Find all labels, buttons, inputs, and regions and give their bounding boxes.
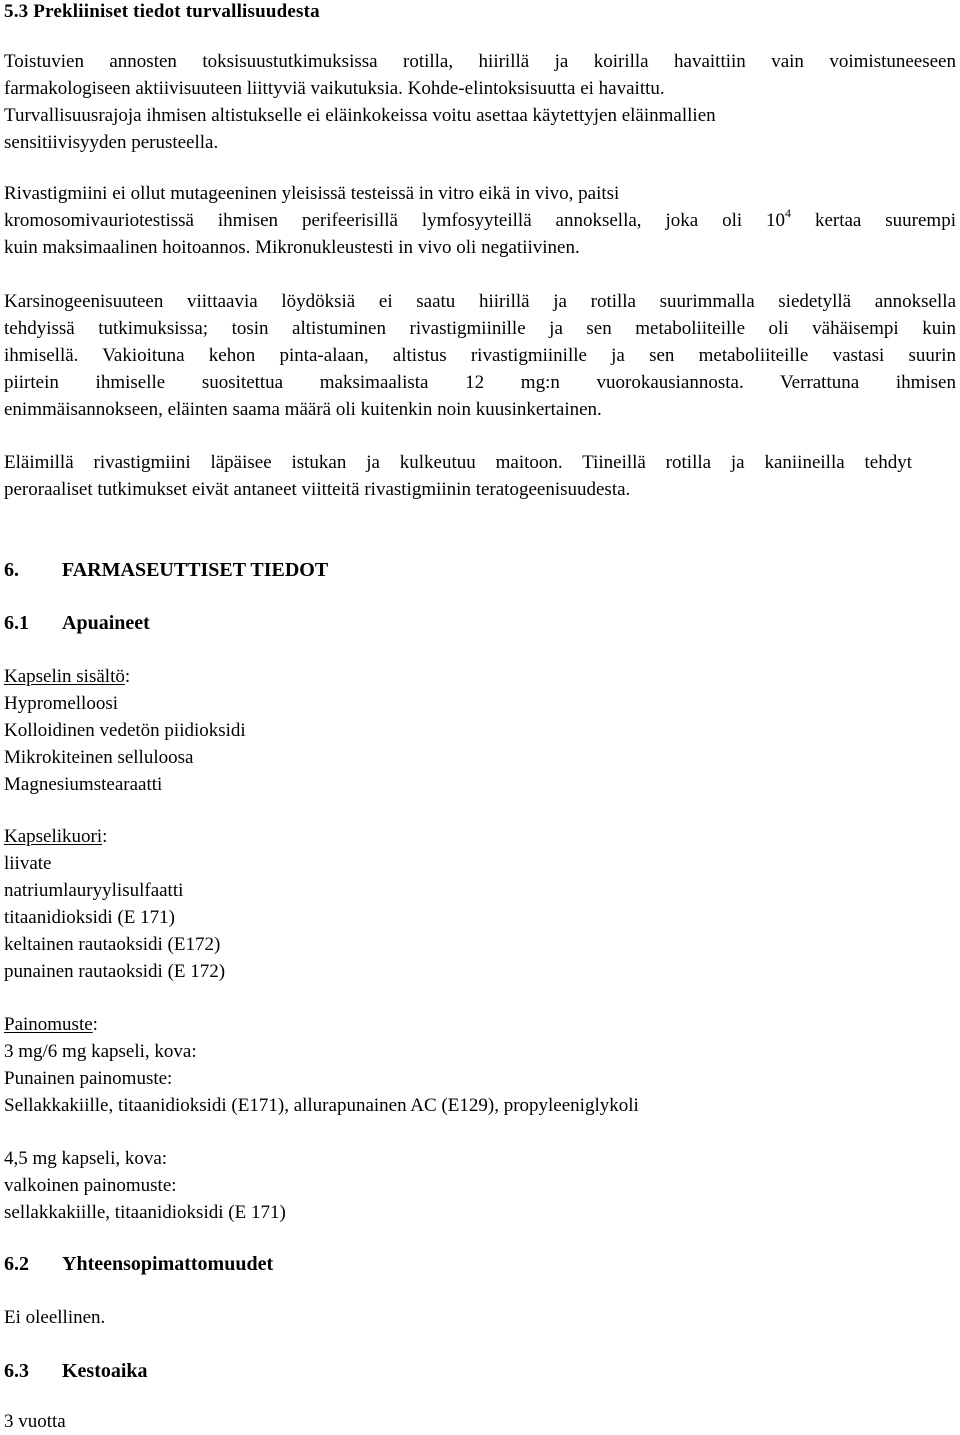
paragraph-line: enimmäisannokseen, eläinten saama määrä oli kuitenkin noin kuusinkertainen. [4, 399, 602, 420]
section-text-6-3 [4, 1408, 66, 1435]
paragraph-line-with-superscript [4, 207, 956, 234]
printing-ink-list-4-5mg [4, 1145, 286, 1226]
section-title: FARMASEUTTISET TIEDOT [62, 559, 329, 581]
list-item: Hypromelloosi [4, 693, 118, 714]
section-number: 6.1 [4, 612, 29, 634]
section-heading-6 [4, 558, 328, 582]
section-heading-5-3 [4, 0, 320, 24]
list-item: punainen rautaoksidi (E 172) [4, 961, 226, 982]
list-item: Magnesiumstearaatti [4, 774, 163, 795]
colon: : [92, 1014, 98, 1035]
section-number: 6.2 [4, 1253, 29, 1275]
paragraph-line: Turvallisuusrajoja ihmisen altistukselle ei eläinkokeissa voitu asettaa käytettyjen eläinmallien [4, 105, 716, 126]
paragraph-reproduction [4, 449, 956, 503]
paragraph-carcinogenicity [4, 288, 956, 423]
paragraph-line: piirtein ihmiselle suositettua maksimaalista 12 mg:n vuorokausiannosta. Verrattuna ihmisen [4, 372, 956, 393]
section-title: Apuaineet [62, 612, 150, 634]
colon: : [124, 666, 131, 687]
paragraph-line: Eläimillä rivastigmiini läpäisee istukan ja kulkeutuu maitoon. Tiineillä rotilla ja kaniineilla tehdyt [4, 452, 912, 473]
section-title: Yhteensopimattomuudet [62, 1253, 274, 1275]
list-item: 4,5 mg kapseli, kova: [4, 1148, 168, 1169]
capsule-content-list [4, 663, 246, 798]
paragraph-line: sensitiivisyyden perusteella. [4, 132, 219, 153]
section-text: 3 vuotta [4, 1411, 66, 1432]
list-item: keltainen rautaoksidi (E172) [4, 934, 221, 955]
line-text: kertaa suurempi [791, 210, 956, 231]
section-text-6-2 [4, 1304, 105, 1331]
section-heading-6-2 [4, 1252, 273, 1276]
section-heading-6-3 [4, 1359, 148, 1383]
list-item: sellakkakiille, titaanidioksidi (E 171) [4, 1202, 286, 1223]
paragraph-toxicity [4, 48, 956, 156]
list-heading-label: Kapselikuori [4, 826, 103, 847]
paragraph-line: Toistuvien annosten toksisuustutkimuksissa rotilla, hiirillä ja koirilla havaittiin vain voimistuneeseen [4, 51, 956, 72]
paragraph-line: ihmisellä. Vakioituna kehon pinta-alaan, altistus rivastigmiinille ja sen metaboliiteille vastasi suurin [4, 345, 956, 366]
paragraph-line: Rivastigmiini ei ollut mutageeninen yleisissä testeissä in vitro eikä in vivo, paitsi [4, 183, 620, 204]
section-heading-6-1 [4, 611, 150, 635]
paragraph-line: farmakologiseen aktiivisuuteen liittyviä vaikutuksia. Kohde-elintoksisuutta ei havaittu. [4, 78, 665, 99]
list-item: Mikrokiteinen selluloosa [4, 747, 194, 768]
colon: : [102, 826, 108, 847]
exponent: 4 [785, 205, 792, 220]
list-item: valkoinen painomuste: [4, 1175, 177, 1196]
list-item: Punainen painomuste: [4, 1068, 173, 1089]
paragraph-line: Karsinogeenisuuteen viittaavia löydöksiä ei saatu hiirillä ja rotilla suurimmalla siedetyllä annoksella [4, 291, 956, 312]
list-item: natriumlauryylisulfaatti [4, 880, 184, 901]
paragraph-line: kuin maksimaalinen hoitoannos. Mikronukleustesti in vivo oli negatiivinen. [4, 237, 580, 258]
printing-ink-list [4, 1011, 639, 1119]
section-title: 5.3 Prekliiniset tiedot turvallisuudesta [4, 1, 320, 22]
list-heading-label: Painomuste [4, 1014, 93, 1035]
list-item: titaanidioksidi (E 171) [4, 907, 175, 928]
list-heading [4, 823, 225, 850]
section-title: Kestoaika [62, 1360, 148, 1382]
section-number: 6. [4, 559, 19, 581]
paragraph-line: peroraaliset tutkimukset eivät antaneet viitteitä rivastigmiinin teratogeenisuudesta. [4, 479, 631, 500]
capsule-shell-list [4, 823, 225, 985]
list-heading [4, 1011, 639, 1038]
list-item: Sellakkakiille, titaanidioksidi (E171), allurapunainen AC (E129), propyleeniglykoli [4, 1095, 639, 1116]
list-heading [4, 663, 246, 690]
paragraph-mutagenicity [4, 180, 956, 261]
section-text: Ei oleellinen. [4, 1307, 106, 1328]
list-item: Kolloidinen vedetön piidioksidi [4, 720, 246, 741]
paragraph-line: tehdyissä tutkimuksissa; tosin altistuminen rivastigmiinille ja sen metaboliiteille oli vähäisempi kuin [4, 318, 956, 339]
line-text: kromosomivauriotestissä ihmisen perifeerisillä lymfosyyteillä annoksella, joka oli 10 [4, 210, 786, 231]
list-item: 3 mg/6 mg kapseli, kova: [4, 1041, 197, 1062]
list-item: liivate [4, 853, 52, 874]
list-heading-label: Kapselin sisältö [4, 666, 125, 687]
section-number: 6.3 [4, 1360, 29, 1382]
